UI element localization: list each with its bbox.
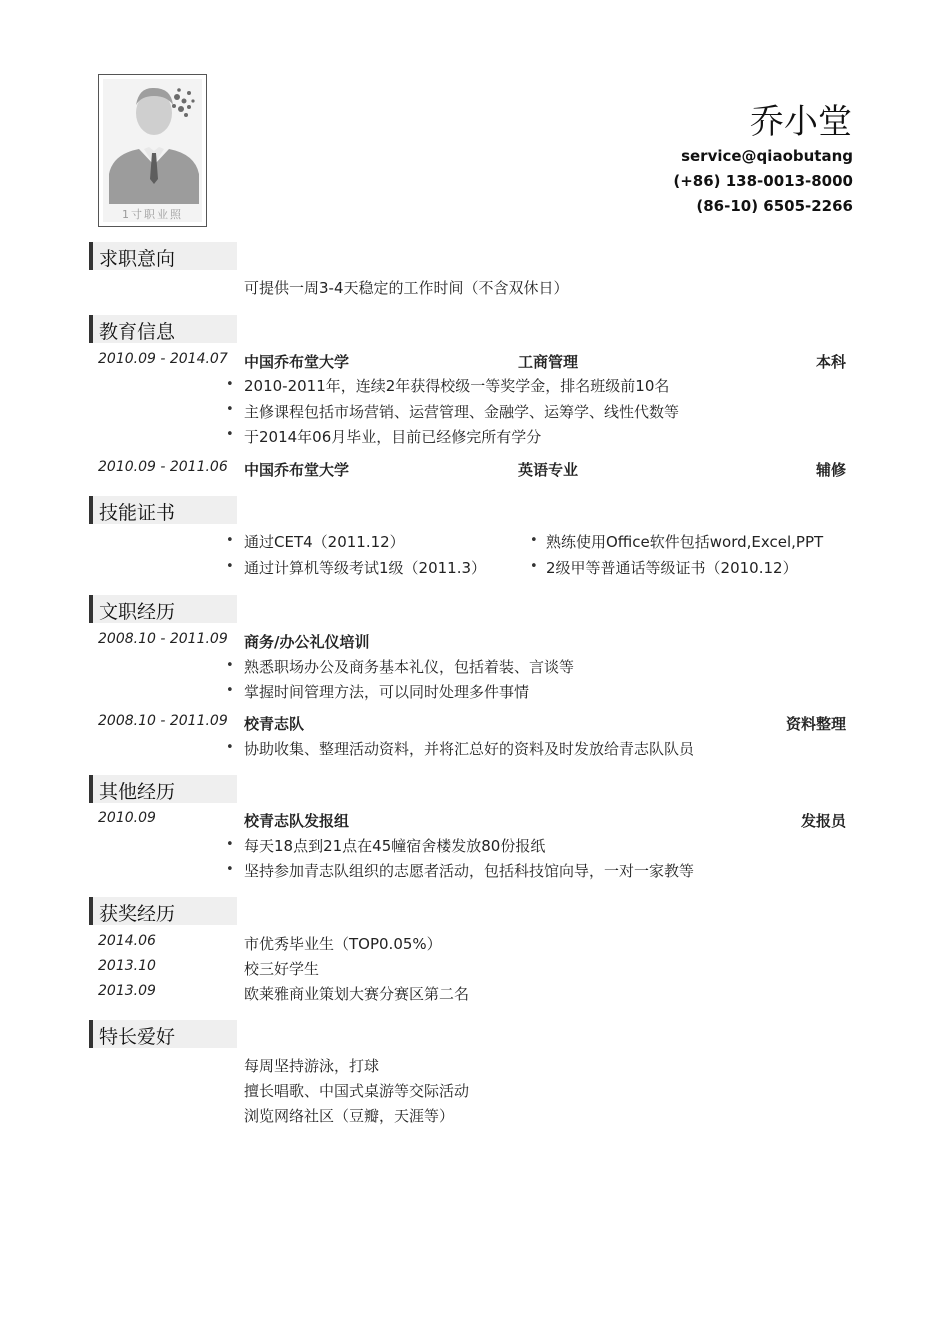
other-bullet: 每天18点到21点在45幢宿舍楼发放80份报纸 xyxy=(244,837,546,855)
other-org: 校青志队发报组 xyxy=(244,812,350,830)
skill-item: 通过计算机等级考试1级（2011.3） xyxy=(244,559,487,577)
skill-item: 2级甲等普通话等级证书（2010.12） xyxy=(546,559,798,577)
email: service@qiaobutang xyxy=(681,147,853,165)
hobby-item: 每周坚持游泳，打球 xyxy=(244,1057,380,1075)
work-org: 校青志队 xyxy=(244,715,305,733)
photo-placeholder xyxy=(103,79,202,222)
section-header-skills xyxy=(89,496,237,524)
mobile-phone: (+86) 138-0013-8000 xyxy=(673,172,853,190)
education-bullet: 2010-2011年，连续2年获得校级一等奖学金，排名班级前10名 xyxy=(244,377,670,395)
intention-text: 可提供一周3-4天稳定的工作时间（不含双休日） xyxy=(244,279,569,297)
bullet-icon: • xyxy=(226,683,234,698)
hobby-item: 浏览网络社区（豆瓣，天涯等） xyxy=(244,1107,455,1125)
section-title: 文职经历 xyxy=(99,601,176,623)
section-title: 特长爱好 xyxy=(99,1026,176,1048)
section-header-hobbies xyxy=(89,1020,237,1048)
bullet-icon: • xyxy=(530,533,538,548)
award-date: 2013.10 xyxy=(98,958,156,974)
education-date: 2010.09 - 2014.07 xyxy=(98,351,228,367)
section-header-awards xyxy=(89,897,237,925)
profile-photo xyxy=(98,74,207,227)
bullet-icon: • xyxy=(226,740,234,755)
work-date: 2008.10 - 2011.09 xyxy=(98,713,228,729)
section-title: 其他经历 xyxy=(99,781,176,803)
education-major: 工商管理 xyxy=(518,353,579,371)
section-title: 技能证书 xyxy=(99,502,176,524)
person-silhouette-icon xyxy=(103,79,202,222)
other-bullet: 坚持参加青志队组织的志愿者活动，包括科技馆向导，一对一家教等 xyxy=(244,862,695,880)
section-header-work xyxy=(89,595,237,623)
bullet-icon: • xyxy=(226,658,234,673)
award-date: 2014.06 xyxy=(98,933,156,949)
skill-item: 熟练使用Office软件包括word,Excel,PPT xyxy=(546,533,824,551)
education-degree: 辅修 xyxy=(815,461,846,479)
award-text: 校三好学生 xyxy=(244,960,320,978)
education-bullet: 主修课程包括市场营销、运营管理、金融学、运筹学、线性代数等 xyxy=(244,403,680,421)
bullet-icon: • xyxy=(226,402,234,417)
bullet-icon: • xyxy=(226,862,234,877)
bullet-icon: • xyxy=(226,533,234,548)
bullet-icon: • xyxy=(226,837,234,852)
bullet-icon: • xyxy=(226,377,234,392)
work-bullet: 熟悉职场办公及商务基本礼仪，包括着装、言谈等 xyxy=(244,658,575,676)
other-role: 发报员 xyxy=(800,812,846,830)
section-header-education xyxy=(89,315,237,343)
award-text: 欧莱雅商业策划大赛分赛区第二名 xyxy=(244,985,470,1003)
office-phone: (86-10) 6505-2266 xyxy=(696,197,853,215)
education-school: 中国乔布堂大学 xyxy=(244,353,350,371)
section-title: 求职意向 xyxy=(99,248,176,270)
section-title: 教育信息 xyxy=(99,321,176,343)
skill-item: 通过CET4（2011.12） xyxy=(244,533,405,551)
work-role: 资料整理 xyxy=(785,715,846,733)
work-date: 2008.10 - 2011.09 xyxy=(98,631,228,647)
bullet-icon: • xyxy=(530,559,538,574)
candidate-name: 乔小堂 xyxy=(750,102,852,142)
education-degree: 本科 xyxy=(815,353,846,371)
education-bullet: 于2014年06月毕业，目前已经修完所有学分 xyxy=(244,428,542,446)
bullet-icon: • xyxy=(226,427,234,442)
section-title: 获奖经历 xyxy=(99,903,176,925)
award-date: 2013.09 xyxy=(98,983,156,999)
section-header-intention xyxy=(89,242,237,270)
bullet-icon: • xyxy=(226,559,234,574)
education-major: 英语专业 xyxy=(518,461,579,479)
section-header-other xyxy=(89,775,237,803)
hobby-item: 擅长唱歌、中国式桌游等交际活动 xyxy=(244,1082,470,1100)
education-date: 2010.09 - 2011.06 xyxy=(98,459,228,475)
work-org: 商务/办公礼仪培训 xyxy=(244,633,370,651)
work-bullet: 协助收集、整理活动资料，并将汇总好的资料及时发放给青志队队员 xyxy=(244,740,695,758)
award-text: 市优秀毕业生（TOP0.05%） xyxy=(244,935,442,953)
photo-caption: 1寸职业照 xyxy=(122,208,183,221)
work-bullet: 掌握时间管理方法，可以同时处理多件事情 xyxy=(244,683,530,701)
education-school: 中国乔布堂大学 xyxy=(244,461,350,479)
other-date: 2010.09 xyxy=(98,810,156,826)
